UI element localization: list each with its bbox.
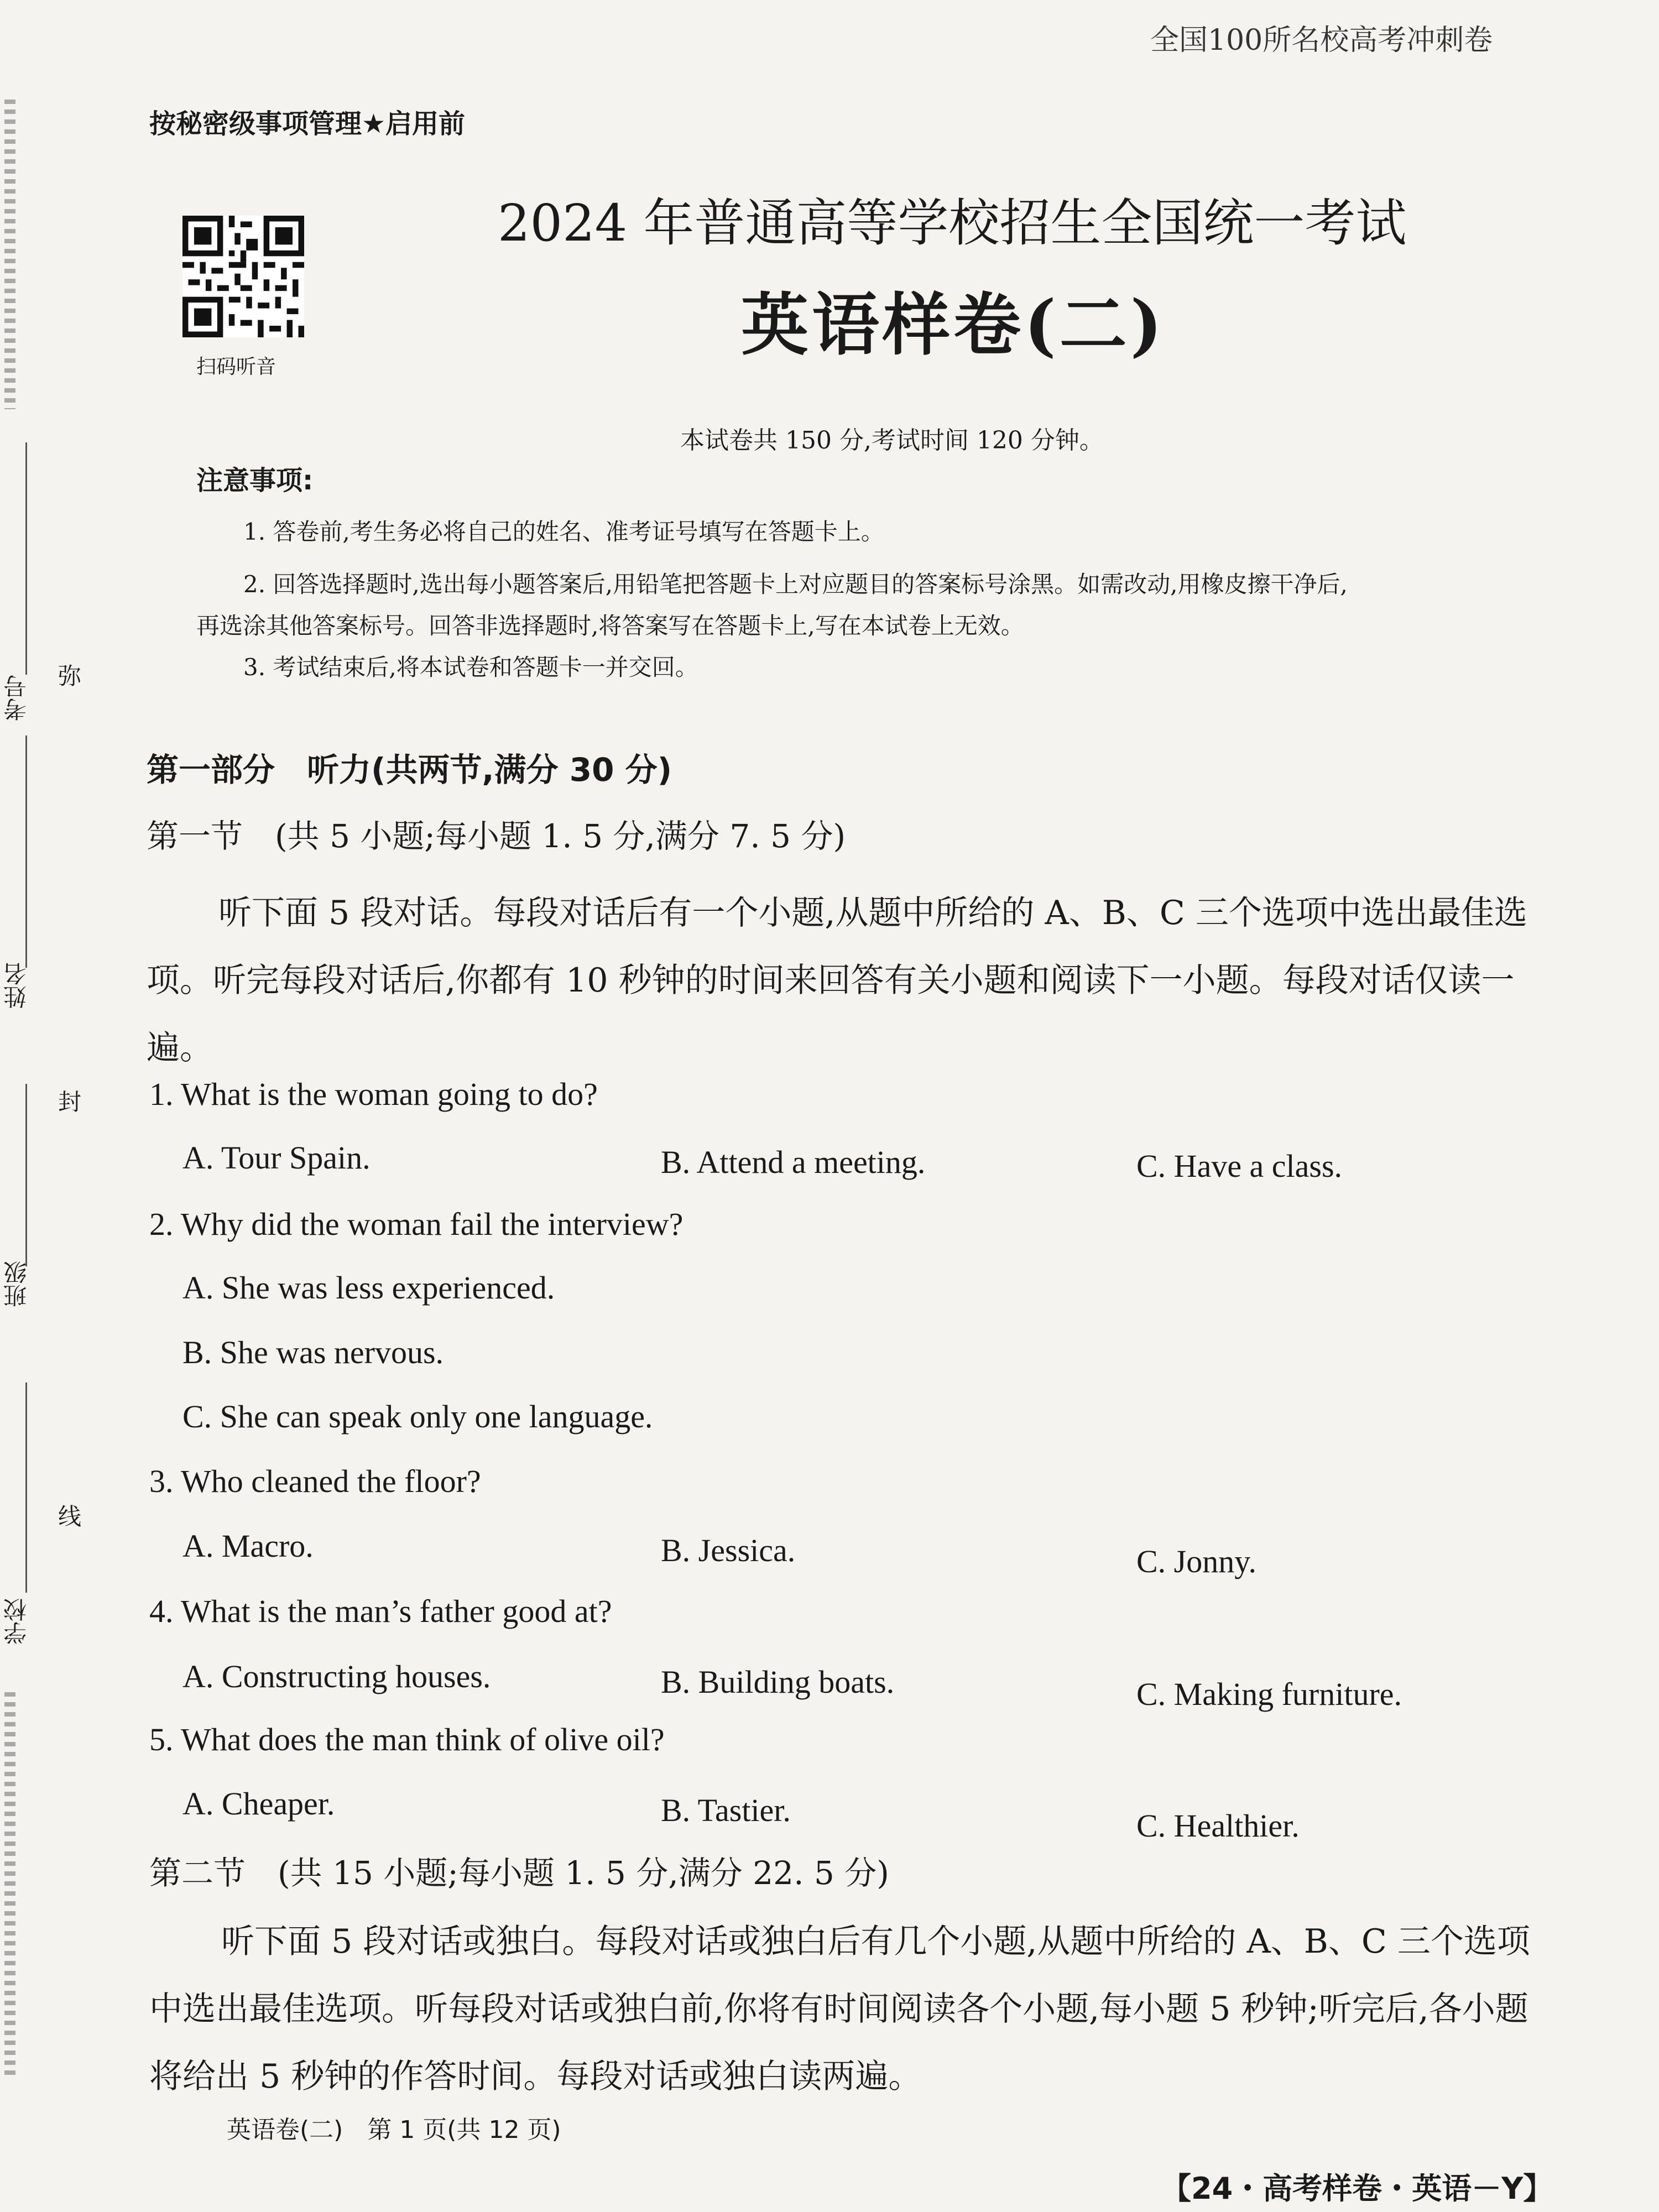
secret-notice: 按秘密级事项管理★启用前 bbox=[149, 108, 466, 139]
margin-mark-feng: 封 bbox=[58, 1088, 82, 1115]
margin-label-name: 姓名 bbox=[3, 962, 30, 1009]
qr-code-icon[interactable] bbox=[182, 216, 304, 337]
question-5-option-c: C. Healthier. bbox=[1136, 1808, 1300, 1844]
binding-line-2 bbox=[25, 735, 27, 968]
footer-page-info: 英语卷(二) 第 1 页(共 12 页) bbox=[227, 2116, 561, 2144]
question-2: 2. Why did the woman fail the interview? bbox=[149, 1206, 684, 1242]
perforation-dots-bottom bbox=[4, 1692, 15, 2079]
question-2-option-c: C. She can speak only one language. bbox=[182, 1399, 653, 1434]
question-4: 4. What is the man’s father good at? bbox=[149, 1593, 612, 1629]
question-1-option-c: C. Have a class. bbox=[1136, 1148, 1343, 1184]
question-4-option-a: A. Constructing houses. bbox=[182, 1658, 491, 1694]
question-1: 1. What is the woman going to do? bbox=[149, 1076, 598, 1112]
margin-mark-mi: 弥 bbox=[58, 662, 82, 690]
note-item-2: 2. 回答选择题时,选出每小题答案后,用铅笔把答题卡上对应题目的答案标号涂黑。如需改动,用橡皮擦干净后, bbox=[243, 571, 1348, 598]
question-3-option-c: C. Jonny. bbox=[1136, 1543, 1256, 1579]
score-info: 本试卷共 150 分,考试时间 120 分钟。 bbox=[680, 426, 1104, 455]
margin-label-school: 学校 bbox=[3, 1598, 30, 1645]
question-3: 3. Who cleaned the floor? bbox=[149, 1463, 481, 1499]
question-5: 5. What does the man think of olive oil? bbox=[149, 1721, 665, 1757]
note-item-2-continued: 再选涂其他答案标号。回答非选择题时,将答案写在答题卡上,写在本试卷上无效。 bbox=[196, 612, 1024, 639]
margin-mark-xian: 线 bbox=[58, 1503, 82, 1530]
qr-code-label: 扫码听音 bbox=[196, 356, 276, 378]
binding-line-1 bbox=[25, 442, 27, 675]
question-4-option-b: B. Building boats. bbox=[661, 1664, 895, 1700]
notes-title: 注意事项: bbox=[196, 465, 314, 496]
question-4-option-c: C. Making furniture. bbox=[1136, 1676, 1402, 1712]
question-5-option-a: A. Cheaper. bbox=[182, 1786, 335, 1822]
margin-label-class: 班级 bbox=[3, 1261, 30, 1307]
question-3-option-b: B. Jessica. bbox=[661, 1532, 796, 1568]
question-3-option-a: A. Macro. bbox=[182, 1528, 314, 1564]
question-2-option-b: B. She was nervous. bbox=[182, 1334, 444, 1370]
perforation-dots-top bbox=[4, 100, 15, 409]
exam-title: 2024 年普通高等学校招生全国统一考试 bbox=[498, 194, 1407, 253]
question-2-option-a: A. She was less experienced. bbox=[182, 1270, 555, 1306]
binding-line-4 bbox=[25, 1383, 27, 1593]
part-title: 第一部分 听力(共两节,满分 30 分) bbox=[147, 751, 672, 789]
section-1-instruction: 听下面 5 段对话。每段对话后有一个小题,从题中所给的 A、B、C 三个选项中选出最佳选项。听完每段对话后,你都有 10 秒钟的时间来回答有关小题和阅读下一小题。每段对话仅读一遍。 bbox=[147, 894, 1527, 1067]
section-1-title: 第一节 (共 5 小题;每小题 1. 5 分,满分 7. 5 分) bbox=[147, 817, 846, 855]
note-item-3: 3. 考试结束后,将本试卷和答题卡一并交回。 bbox=[243, 654, 698, 681]
section-2-instruction: 听下面 5 段对话或独白。每段对话或独白后有几个小题,从题中所给的 A、B、C 三个选项中选出最佳选项。听每段对话或独白前,你将有时间阅读各个小题,每小题 5 秒钟;听完后,各小题将给出 5 秒钟的作答时间。每段对话或独白读两遍。 bbox=[149, 1922, 1530, 2096]
question-5-option-b: B. Tastier. bbox=[661, 1792, 791, 1828]
section-2-title: 第二节 (共 15 小题;每小题 1. 5 分,满分 22. 5 分) bbox=[149, 1854, 889, 1892]
binding-line-3 bbox=[25, 1084, 27, 1266]
question-1-option-b: B. Attend a meeting. bbox=[661, 1144, 926, 1180]
note-item-1: 1. 答卷前,考生务必将自己的姓名、准考证号填写在答题卡上。 bbox=[243, 518, 884, 545]
question-1-option-a: A. Tour Spain. bbox=[182, 1140, 371, 1176]
margin-label-exam-number: 考号 bbox=[3, 675, 30, 721]
footer-paper-code: 【24・高考样卷・英语－Y】 bbox=[1161, 2171, 1553, 2206]
series-title: 全国100所名校高考冲刺卷 bbox=[1150, 24, 1493, 57]
paper-title: 英语样卷(二) bbox=[741, 285, 1166, 364]
